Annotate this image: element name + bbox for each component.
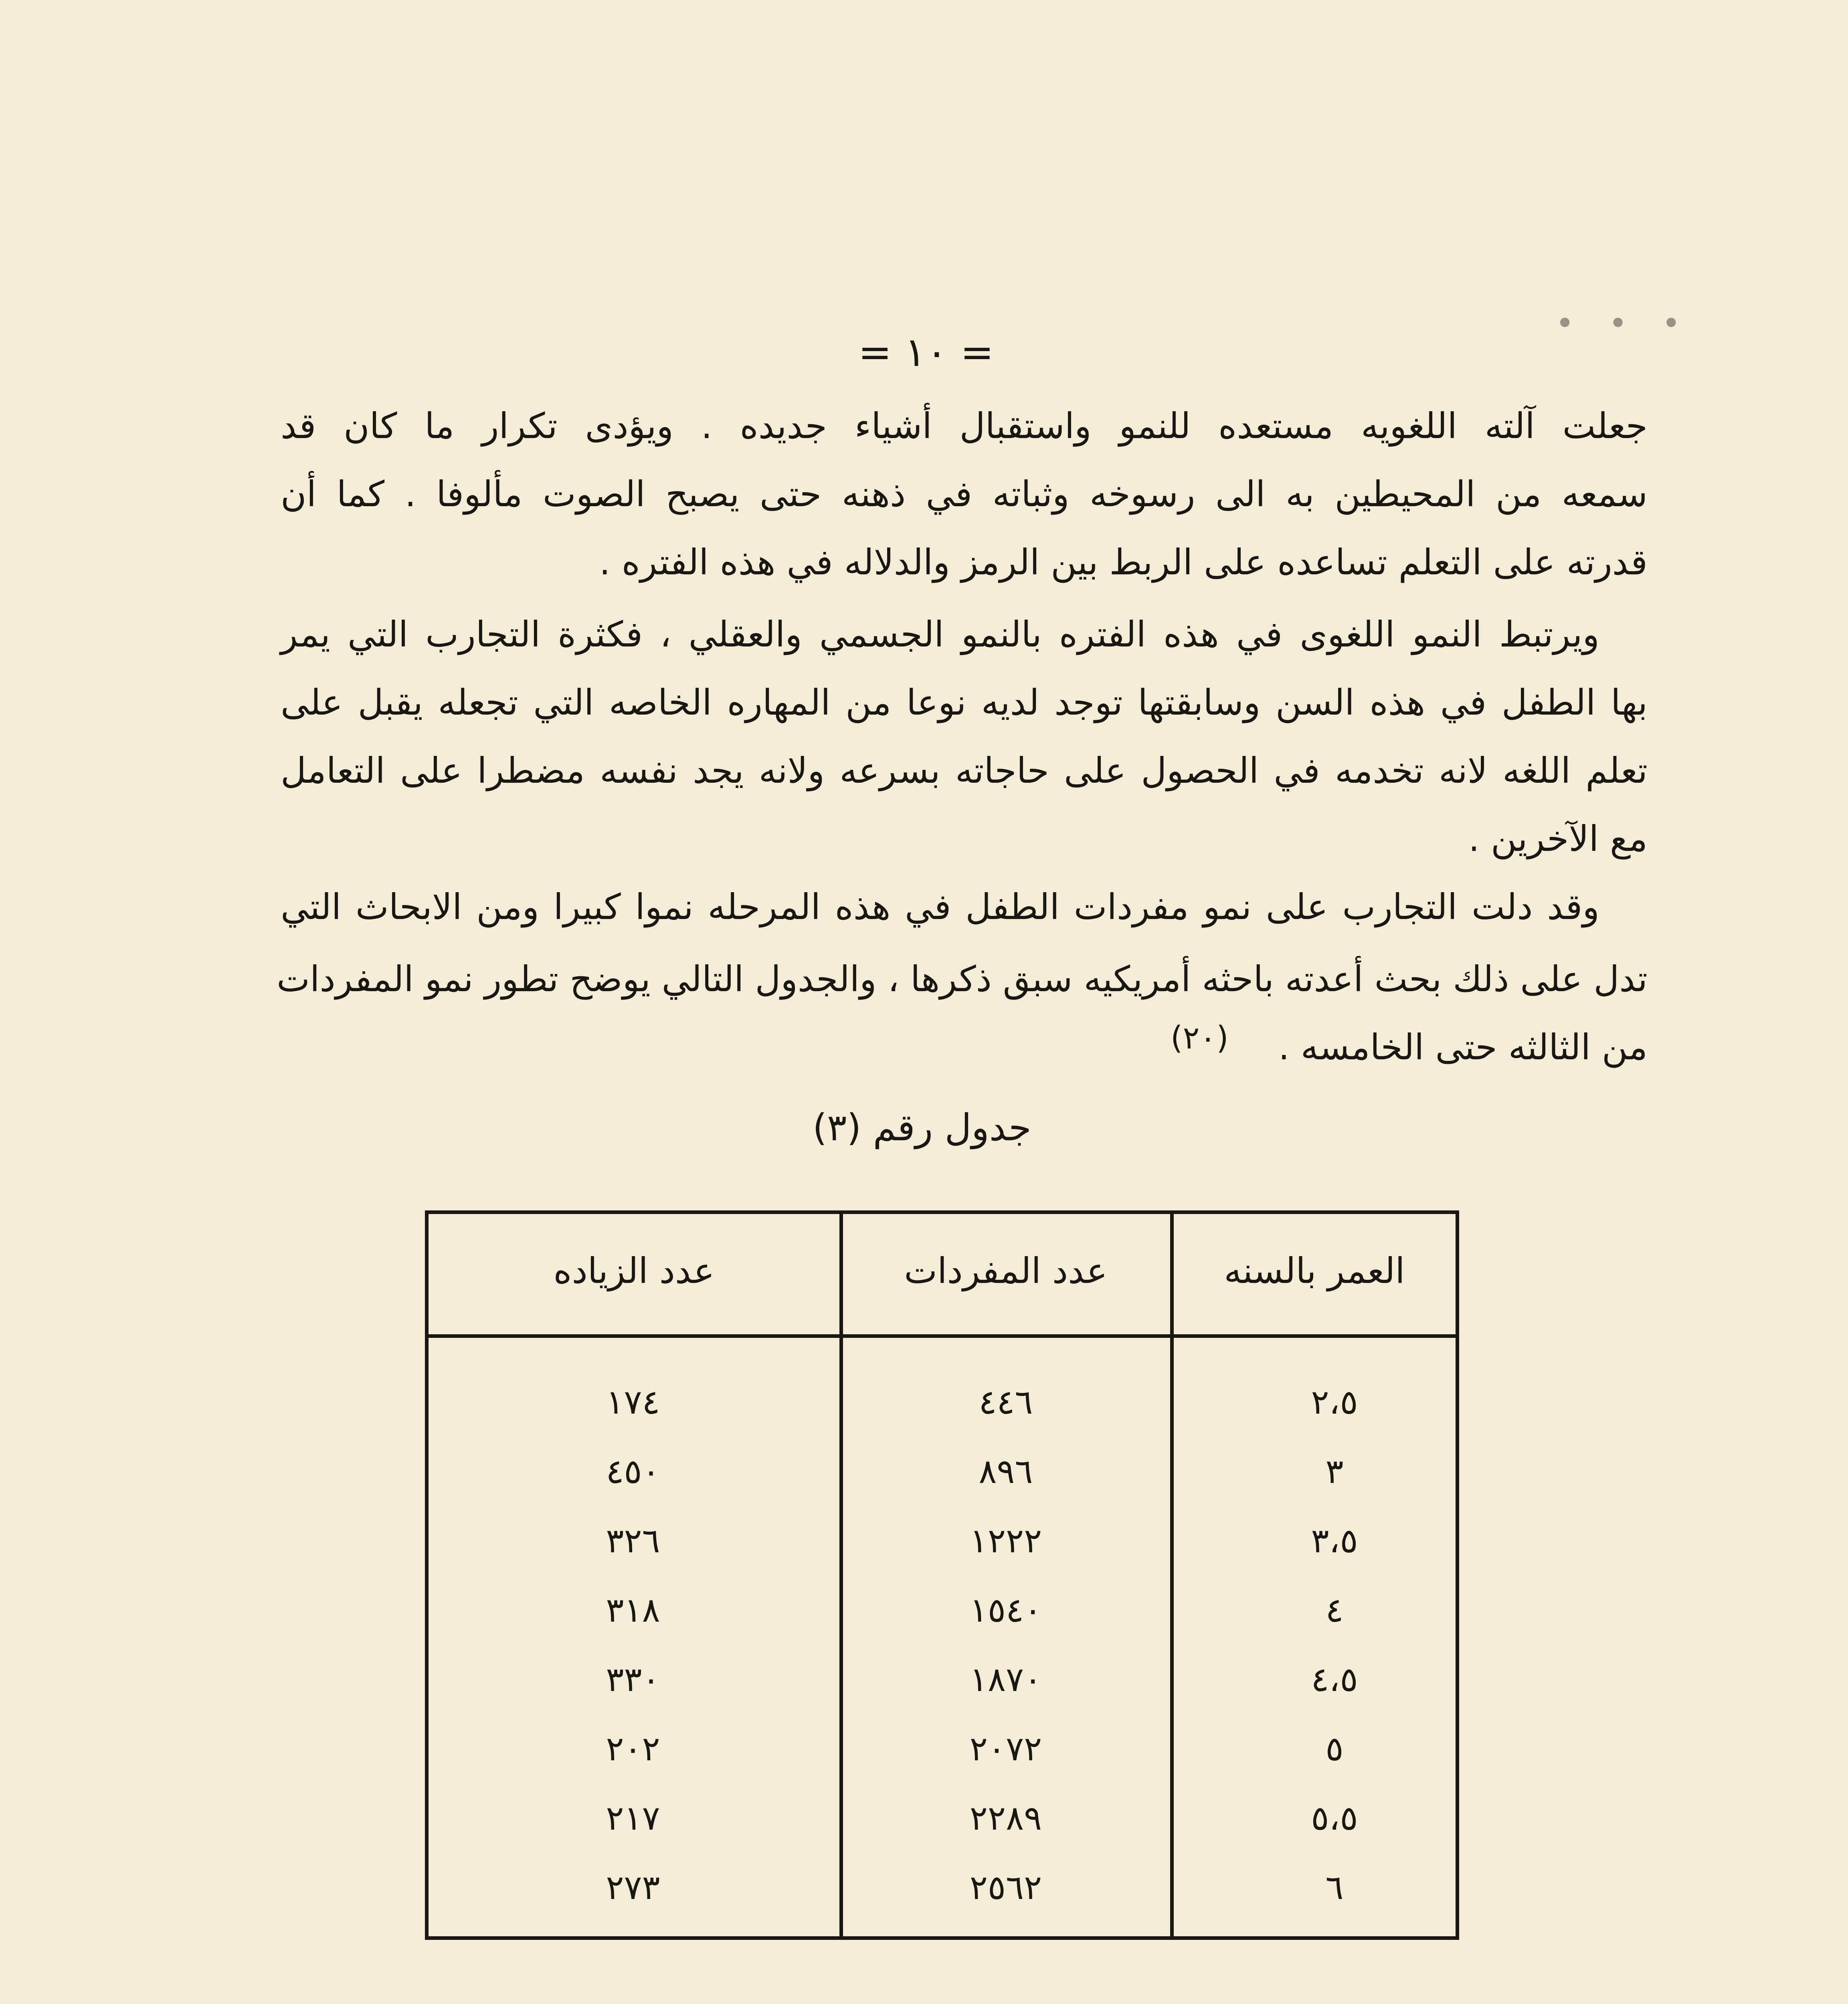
paragraph-2-line-3: تعلم اللغه لانه تخدمه في الحصول على حاجاته بسرعه ولانه يجد نفسه مضطرا على التعامل [281, 750, 1648, 791]
paragraph-1-line-2: سمعه من المحيطين به الى رسوخه وثباته في ذهنه حتى يصبح الصوت مألوفا . كما أن [281, 473, 1648, 515]
cell-vocabulary-count: ٢٠٧٢ [969, 1729, 1042, 1768]
paragraph-1-line-3: قدرته على التعلم تساعده على الربط بين الرمز والدلاله في هذه الفتره . [599, 541, 1648, 583]
cell-vocabulary-count: ٢٢٨٩ [969, 1798, 1042, 1838]
cell-increase: ٣١٨ [606, 1590, 660, 1630]
cell-age: ٤،٥ [1311, 1660, 1358, 1699]
table-caption: جدول رقم (٣) [813, 1106, 1031, 1149]
cell-age: ٦ [1325, 1868, 1344, 1907]
cell-increase: ٣٣٠ [606, 1660, 660, 1699]
cell-age: ٣ [1325, 1452, 1344, 1491]
cell-increase: ٢١٧ [606, 1798, 660, 1838]
cell-increase: ٣٢٦ [606, 1521, 660, 1560]
cell-age: ٥،٥ [1311, 1798, 1358, 1838]
paragraph-1-line-1: جعلت آلته اللغويه مستعده للنمو واستقبال أشياء جديده . ويؤدى تكرار ما كان قد [281, 405, 1648, 446]
paragraph-3-line-3: من الثالثه حتى الخامسه . [1278, 1026, 1648, 1068]
cell-increase: ١٧٤ [606, 1382, 660, 1422]
cell-increase: ٢٧٣ [606, 1868, 660, 1907]
header-vocabulary-count: عدد المفردات [904, 1250, 1108, 1291]
paragraph-2-line-2: بها الطفل في هذه السن وسابقتها توجد لديه نوعا من المهاره الخاصه التي تجعله يقبل على [281, 682, 1648, 723]
cell-vocabulary-count: ٨٩٦ [979, 1452, 1033, 1491]
cell-age: ٢،٥ [1311, 1382, 1358, 1422]
cell-increase: ٢٠٢ [606, 1729, 660, 1768]
paragraph-3-line-2: تدل على ذلك بحث أعدته باحثه أمريكيه سبق ذكرها ، والجدول التالي يوضح تطور نمو المفردات [277, 958, 1648, 1000]
cell-vocabulary-count: ١٢٢٢ [969, 1521, 1042, 1560]
vocabulary-table [425, 1210, 1459, 1940]
table-column-divider [839, 1214, 843, 1936]
cell-age: ٤ [1325, 1590, 1344, 1630]
paragraph-2-line-1: ويرتبط النمو اللغوى في هذه الفتره بالنمو الجسمي والعقلي ، فكثرة التجارب التي يمر [281, 614, 1599, 655]
page-number: = ١٠ = [858, 329, 994, 376]
cell-vocabulary-count: ٢٥٦٢ [969, 1868, 1042, 1907]
cell-increase: ٤٥٠ [606, 1452, 660, 1491]
table-column-divider [1170, 1214, 1174, 1936]
cell-vocabulary-count: ١٨٧٠ [969, 1660, 1042, 1699]
cell-age: ٣،٥ [1311, 1521, 1358, 1560]
footnote-reference: (٢٠) [1171, 1020, 1229, 1056]
table-header-rule [429, 1334, 1456, 1338]
paragraph-2-line-4: مع الآخرين . [1468, 818, 1648, 859]
paragraph-3-line-1: وقد دلت التجارب على نمو مفردات الطفل في هذه المرحله نموا كبيرا ومن الابحاث التي [281, 886, 1599, 927]
cell-age: ٥ [1325, 1729, 1344, 1768]
cell-vocabulary-count: ٤٤٦ [979, 1382, 1033, 1422]
cell-vocabulary-count: ١٥٤٠ [969, 1590, 1042, 1630]
ink-specks: • • • [1555, 305, 1693, 342]
header-increase: عدد الزياده [553, 1250, 715, 1291]
header-age: العمر بالسنه [1224, 1250, 1405, 1291]
